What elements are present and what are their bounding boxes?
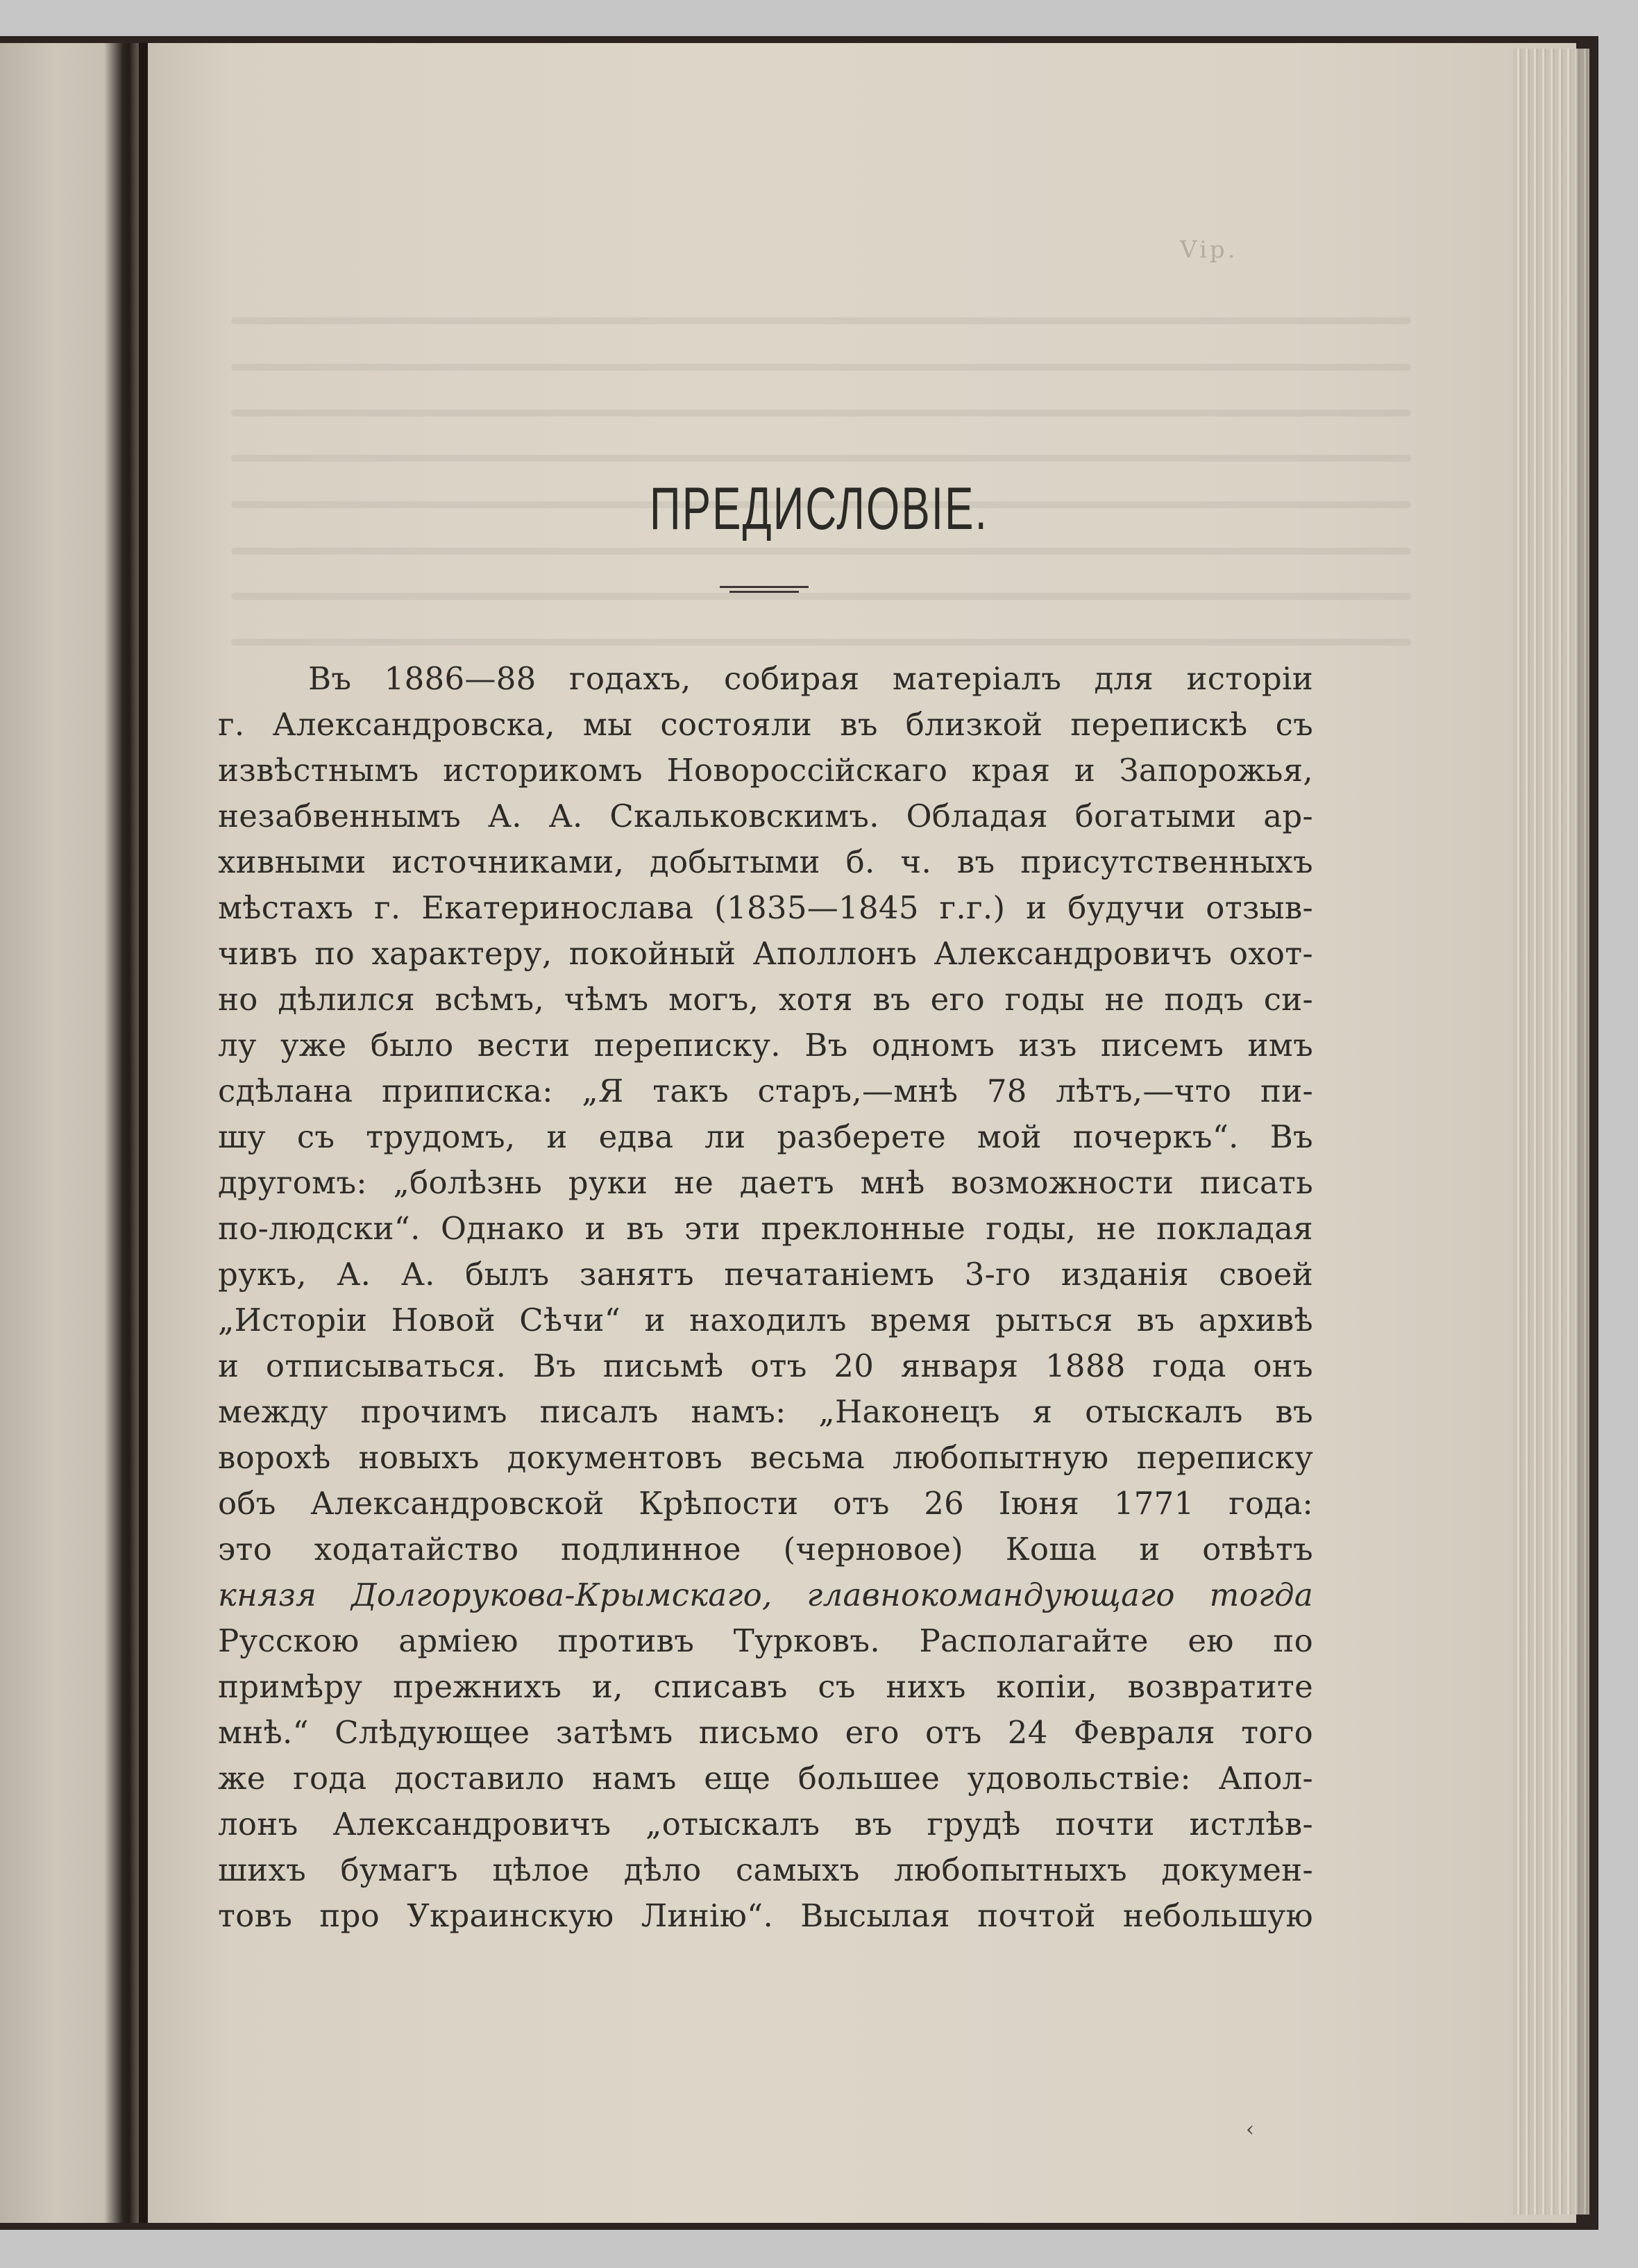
text-line: Въ 1886—88 годахъ, собирая матеріалъ для исторіи xyxy=(308,660,1313,697)
text-line: между прочимъ писалъ намъ: „Наконецъ я отыскалъ въ xyxy=(218,1393,1313,1430)
body-text xyxy=(218,656,1313,1939)
page-title: ПРЕДИСЛОВІЕ. xyxy=(650,476,988,542)
text-line: лонъ Александровичъ „отыскалъ въ грудѣ почти истлѣв- xyxy=(218,1806,1313,1842)
text-line: г. Александровска, мы состояли въ близкой перепискѣ съ xyxy=(218,706,1313,743)
title-divider xyxy=(720,585,809,596)
text-line: примѣру прежнихъ и, списавъ съ нихъ копіи, возвратите xyxy=(218,1668,1313,1705)
text-line: шу съ трудомъ, и едва ли разберете мой почеркъ“. Въ xyxy=(218,1118,1313,1155)
text-line: и отписываться. Въ письмѣ отъ 20 января 1888 года онъ xyxy=(218,1347,1313,1384)
text-line: извѣстнымъ историкомъ Новороссійскаго края и Запорожья, xyxy=(218,752,1313,789)
text-line: ворохѣ новыхъ документовъ весьма любопытную переписку xyxy=(218,1439,1313,1476)
text-line: „Исторіи Новой Сѣчи“ и находилъ время рыться въ архивѣ xyxy=(218,1302,1313,1338)
text-line: князя Долгорукова-Крымскаго, главнокомандующаго тогда xyxy=(218,1577,1313,1613)
text-line: по-людски“. Однако и въ эти преклонные годы, не покладая xyxy=(218,1210,1313,1247)
text-line: другомъ: „болѣзнь руки не даетъ мнѣ возможности писать xyxy=(218,1164,1313,1201)
bleed-corner-mark: Vip. xyxy=(1180,236,1238,264)
text-line: это ходатайство подлинное (черновое) Коша и отвѣтъ xyxy=(218,1531,1313,1568)
text-line: шихъ бумагъ цѣлое дѣло самыхъ любопытныхъ докумен- xyxy=(218,1851,1313,1888)
text-line: лу уже было вести переписку. Въ одномъ изъ писемъ имъ xyxy=(218,1027,1313,1064)
text-line: незабвеннымъ А. А. Скальковскимъ. Обладая богатыми ар- xyxy=(218,798,1313,834)
text-line: товъ про Украинскую Линію“. Высылая почтой небольшую xyxy=(218,1897,1313,1934)
text-line: мнѣ.“ Слѣдующее затѣмъ письмо его отъ 24 Февраля того xyxy=(218,1714,1313,1751)
text-line: объ Александровской Крѣпости отъ 26 Іюня 1771 года: xyxy=(218,1485,1313,1522)
page-edges xyxy=(1513,49,1589,2215)
divider-rule xyxy=(729,591,799,593)
text-line: Русскою арміею противъ Турковъ. Располагайте ею по xyxy=(218,1622,1313,1659)
book-spine xyxy=(139,43,148,2223)
text-line: же года доставило намъ еще большее удовольствіе: Апол- xyxy=(218,1760,1313,1797)
divider-rule xyxy=(720,586,809,588)
text-line: рукъ, А. А. былъ занятъ печатаніемъ 3-го изданія своей xyxy=(218,1256,1313,1293)
text-line: сдѣлана приписка: „Я такъ старъ,—мнѣ 78 лѣтъ,—что пи- xyxy=(218,1073,1313,1109)
text-line: чивъ по характеру, покойный Аполлонъ Александровичъ охот- xyxy=(218,935,1313,972)
footer-mark: ‹ xyxy=(1246,2117,1254,2142)
text-line: но дѣлился всѣмъ, чѣмъ могъ, хотя въ его годы не подъ си- xyxy=(218,981,1313,1018)
text-line: хивными источниками, добытыми б. ч. въ присутственныхъ xyxy=(218,843,1313,880)
text-line: мѣстахъ г. Екатеринослава (1835—1845 г.г.) и будучи отзыв- xyxy=(218,889,1313,926)
